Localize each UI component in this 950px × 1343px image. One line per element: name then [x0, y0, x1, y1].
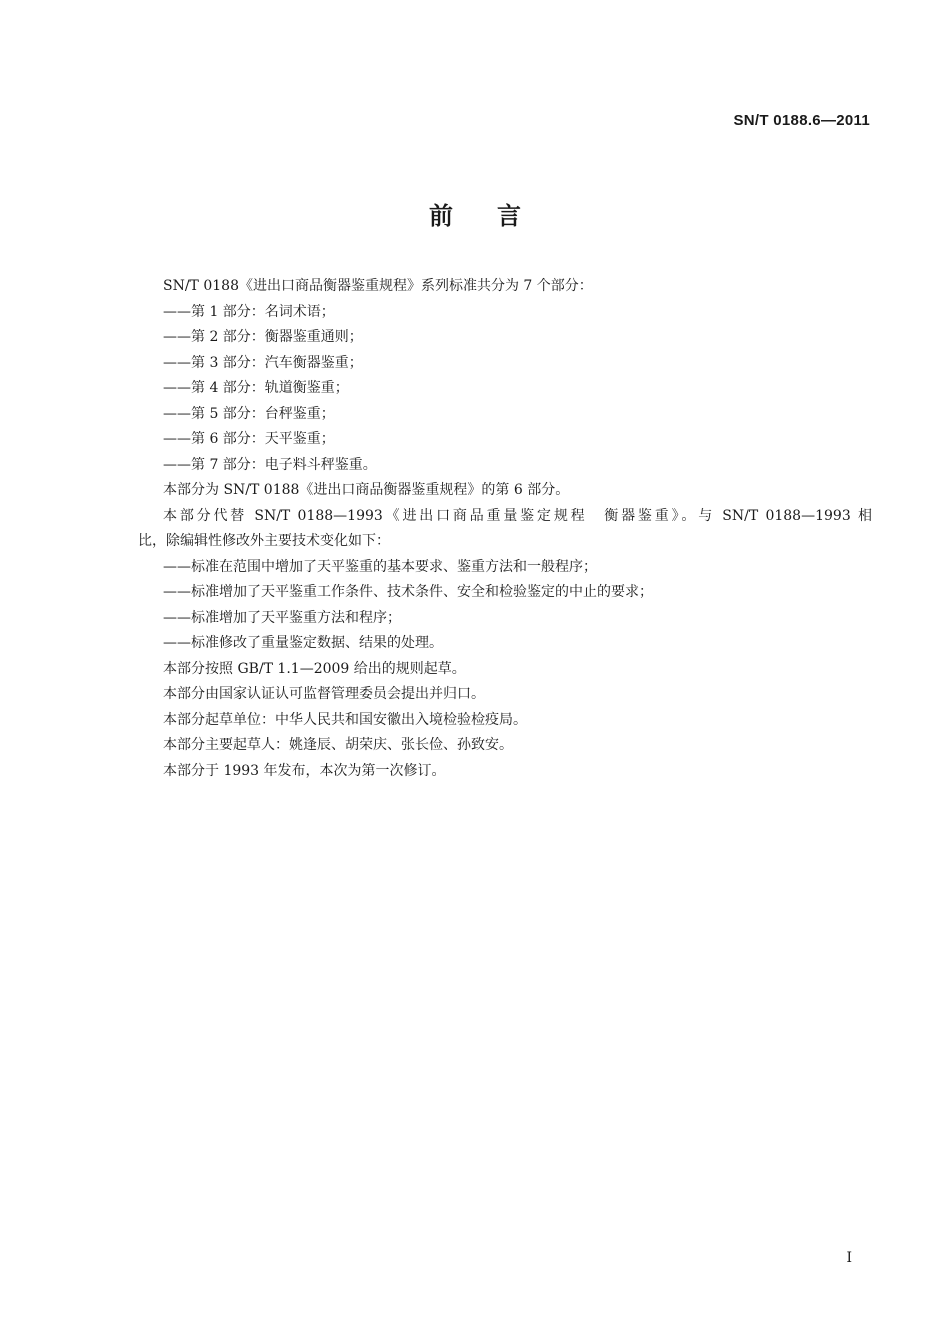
- list-item: ——标准增加了天平鉴重工作条件、技术条件、安全和检验鉴定的中止的要求；: [163, 584, 653, 600]
- foreword-body: [138, 274, 872, 784]
- list-item: ——标准增加了天平鉴重方法和程序；: [163, 609, 401, 626]
- list-item: ——第 4 部分：轨道衡鉴重；: [163, 380, 349, 396]
- paragraph-line: 本部分由国家认证认可监督管理委员会提出并归口。: [163, 686, 485, 702]
- paragraph-line: 本部分代替 SN/T 0188—1993《进出口商品重量鉴定规程 衡器鉴重》。与 SN/T 0188—1993 相: [163, 507, 872, 524]
- list-item: ——第 2 部分：衡器鉴重通则；: [163, 329, 363, 345]
- page-number: I: [846, 1250, 852, 1266]
- paragraph-line: SN/T 0188《进出口商品衡器鉴重规程》系列标准共分为 7 个部分：: [163, 278, 593, 294]
- paragraph-line: 本部分为 SN/T 0188《进出口商品衡器鉴重规程》的第 6 部分。: [163, 482, 570, 498]
- paragraph-line: 本部分按照 GB/T 1.1—2009 给出的规则起草。: [163, 660, 466, 677]
- list-item: ——第 7 部分：电子料斗秤鉴重。: [163, 456, 377, 473]
- paragraph-line: 本部分起草单位：中华人民共和国安徽出入境检验检疫局。: [163, 711, 527, 728]
- list-item: ——第 6 部分：天平鉴重；: [163, 431, 335, 447]
- list-item: ——第 1 部分：名词术语；: [163, 303, 335, 320]
- list-item: ——标准在范围中增加了天平鉴重的基本要求、鉴重方法和一般程序；: [163, 558, 597, 575]
- paragraph-line: 本部分主要起草人：姚逢辰、胡荣庆、张长俭、孙致安。: [163, 737, 513, 753]
- list-item: ——第 3 部分：汽车衡器鉴重；: [163, 354, 363, 371]
- paragraph-line: 本部分于 1993 年发布，本次为第一次修订。: [163, 762, 446, 779]
- standard-number: SN/T 0188.6—2011: [733, 112, 870, 129]
- list-item: ——第 5 部分：台秤鉴重；: [163, 405, 335, 422]
- list-item: ——标准修改了重量鉴定数据、结果的处理。: [163, 635, 443, 651]
- paragraph-line: 比，除编辑性修改外主要技术变化如下：: [138, 533, 390, 549]
- page-title: 前言: [429, 202, 565, 230]
